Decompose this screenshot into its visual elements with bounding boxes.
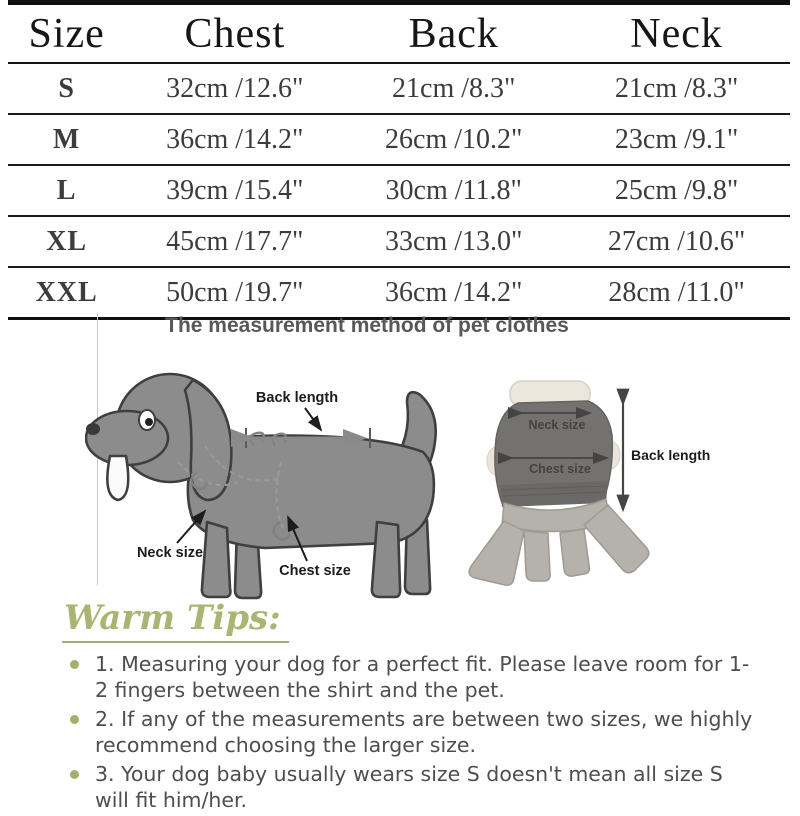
- header-row: [8, 3, 790, 64]
- garment-measurement-diagram: [460, 373, 720, 610]
- dog-neck-size-label: Neck size: [136, 545, 204, 561]
- dog-nose: [86, 423, 100, 435]
- table-row-m: [8, 114, 790, 165]
- warm-tips-heading: Warm Tips:: [62, 598, 289, 643]
- tip-text: 1. Measuring your dog for a perfect fit. Please leave room for 1-2 fingers between the shirt and the pet.: [95, 652, 750, 702]
- table-row-xxl: [8, 267, 790, 319]
- chest-value: 39cm /15.4": [125, 165, 344, 216]
- warm-tips-section: [62, 598, 754, 816]
- bullet-icon: [70, 660, 79, 669]
- col-header-neck: Neck: [563, 3, 790, 64]
- col-header-size: Size: [8, 3, 125, 64]
- bullet-icon: [70, 770, 79, 779]
- measurement-title: The measurement method of pet clothes: [165, 314, 569, 337]
- garment-neck-size-label: Neck size: [528, 418, 586, 432]
- dog-pupil: [145, 418, 153, 426]
- tip-item-2: [62, 706, 754, 758]
- dog-back-length-label: Back length: [255, 390, 339, 406]
- neck-value: 28cm /11.0": [563, 267, 790, 319]
- col-header-back: Back: [344, 3, 563, 64]
- back-value: 21cm /8.3": [344, 63, 563, 114]
- neck-value: 21cm /8.3": [563, 63, 790, 114]
- tip-text: 3. Your dog baby usually wears size S doesn't mean all size S will fit him/her.: [95, 762, 723, 812]
- dog-tongue: [107, 456, 128, 500]
- dog-figure: [86, 374, 436, 598]
- size-chart-table: [8, 0, 790, 320]
- back-value: 33cm /13.0": [344, 216, 563, 267]
- col-header-chest: Chest: [125, 3, 344, 64]
- garment-figure: [469, 381, 649, 585]
- back-value: 36cm /14.2": [344, 267, 563, 319]
- dog-chest-size-label: Chest size: [279, 563, 351, 579]
- tip-text: 2. If any of the measurements are between two sizes, we highly recommend choosing the larger size.: [95, 707, 753, 757]
- chest-value: 45cm /17.7": [125, 216, 344, 267]
- warm-tips-list: [62, 651, 754, 813]
- back-value: 30cm /11.8": [344, 165, 563, 216]
- dog-hind-leg: [372, 522, 400, 597]
- dog-front-leg: [202, 522, 231, 597]
- tip-item-1: [62, 651, 754, 703]
- tip-item-3: [62, 761, 754, 813]
- back-value: 26cm /10.2": [344, 114, 563, 165]
- size-value: L: [8, 165, 125, 216]
- chest-value: 50cm /19.7": [125, 267, 344, 319]
- chest-value: 36cm /14.2": [125, 114, 344, 165]
- back-length-pointer-arrow: [305, 408, 321, 430]
- neck-value: 23cm /9.1": [563, 114, 790, 165]
- chest-value: 32cm /12.6": [125, 63, 344, 114]
- size-value: XL: [8, 216, 125, 267]
- garment-pants: [469, 499, 649, 585]
- table-row-xl: [8, 216, 790, 267]
- size-value: XXL: [8, 267, 125, 319]
- bullet-icon: [70, 715, 79, 724]
- garment-back-length-label: Back length: [631, 447, 711, 463]
- table-row-l: [8, 165, 790, 216]
- dog-measurement-diagram: [85, 350, 455, 605]
- neck-value: 27cm /10.6": [563, 216, 790, 267]
- size-value: S: [8, 63, 125, 114]
- table-row-s: [8, 63, 790, 114]
- size-value: M: [8, 114, 125, 165]
- neck-value: 25cm /9.8": [563, 165, 790, 216]
- garment-chest-size-label: Chest size: [529, 462, 591, 476]
